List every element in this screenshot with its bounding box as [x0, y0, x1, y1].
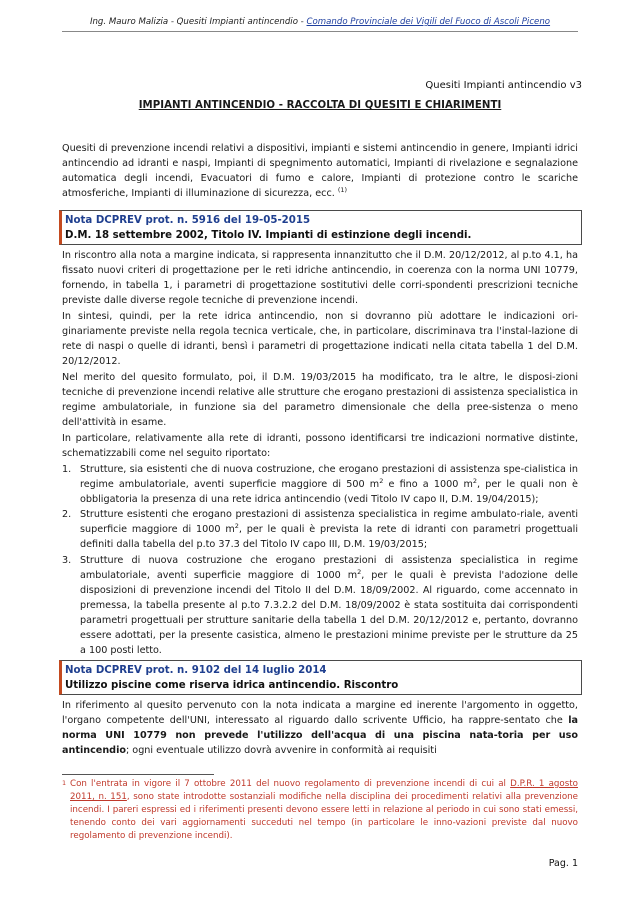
note-2-reference: Nota DCPREV prot. n. 9102 del 14 luglio 2014 — [65, 665, 327, 676]
note-box-1 — [59, 210, 582, 245]
list-item-text: Strutture di nuova costruzione che erogano prestazioni di assistenza specialistica in regime ambulatoriale, aventi superficie maggiore di 1000 m — [80, 554, 578, 581]
list-item-text: Strutture esistenti che erogano prestazioni di assistenza specialistica in regime ambulato-riale, aventi superficie maggiore di 1000 m — [80, 509, 578, 536]
superscript: 2 — [472, 476, 478, 485]
footnote-text: Con l'entrata in vigore il 7 ottobre 2011 del nuovo regolamento di prevenzione incendi di cui al — [70, 779, 511, 789]
header-link[interactable]: Comando Provinciale dei Vigili del Fuoco di Ascoli Piceno — [306, 17, 551, 27]
superscript: 2 — [357, 567, 362, 576]
footnote-divider — [62, 774, 214, 775]
note-2-subject: Utilizzo piscine come riserva idrica antincendio. Riscontro — [65, 680, 399, 691]
note-1-paragraph-3: Nel merito del quesito formulato, poi, il D.M. 19/03/2015 ha modificato, tra le altre, le disposi-zioni tecniche di prevenzione incendi relative alle strutture che erogano prestazioni di assistenza specialistica in regime ambulatoriale, in funzione sia del parametro dimensionale che della pree-sistenza o meno dell'attività in esame. — [62, 372, 578, 429]
intro-text: Quesiti di prevenzione incendi relativi a dispositivi, impianti e sistemi antincendio in genere, Impianti idrici antincendio ad idranti e naspi, Impianti di spegnimento automatici, Impianti di rivelazione e segnalazione automatica degli incendi, Evacuatori di fumo e calore, Impianti di protezione contro le scariche atmosferiche, Impianti di illuminazione di sicurezza, ecc. — [62, 143, 578, 200]
footnote-ref[interactable]: (1) — [337, 186, 348, 195]
list-item-text: Strutture, sia esistenti che di nuova costruzione, che erogano prestazioni di assistenza spe-cialistica in regime ambulatoriale, aventi superficie maggiore di 500 m — [80, 464, 578, 491]
paragraph-text: ; ogni eventuale utilizzo dovrà avvenire in conformità ai requisiti — [126, 745, 437, 757]
note-box-2 — [59, 660, 582, 695]
page-number: Pag. 1 — [548, 858, 578, 869]
intro-paragraph — [62, 141, 578, 201]
paragraph-bold-text: la norma UNI 10779 non prevede l'utilizzo dell'acqua di una piscina nata-toria per uso antincendio — [62, 715, 578, 757]
document-subtitle: Quesiti Impianti antincendio v3 — [425, 80, 582, 91]
note-2-paragraph — [62, 698, 578, 758]
paragraph-text: In riferimento al quesito pervenuto con la nota indicata a margine ed inerente l'argomento in oggetto, l'organo competente dell'UNI, interessato al riguardo dallo scrivente Ufficio, ha rappre-sentato che — [62, 700, 578, 727]
list-item — [62, 507, 578, 552]
header-text: Ing. Mauro Malizia - Quesiti Impianti antincendio - — [89, 17, 307, 27]
list-item-number: 2. — [62, 509, 72, 521]
page-header — [62, 17, 578, 32]
note-1-list — [62, 462, 578, 658]
list-item — [62, 462, 578, 507]
list-item-text: , per le quali è prevista l'adozione delle disposizioni di prevenzione incendi del Titolo II del D.M. 18/09/2002. Al riguardo, come accennato in premessa, la tabella presente al p.to 7.3.2.2 del D.M. 18/09/2002 è stata sostituita dai corrispondenti parametri progettuali per strutture sanitarie della tabella 1 del D.M. 20/12/2012 e, pertanto, dovranno essere adottati, per la presente casistica, almeno le prestazioni minime previste per le strutture da 25 a 100 posti letto. — [80, 569, 578, 657]
note-1-paragraph-2: In sintesi, quindi, per la rete idrica antincendio, non si dovranno più adottare le indicazioni ori-ginariamente previste nella regola tecnica verticale, che, in particolare, discriminava tra l'instal-lazione di rete di naspi o quelle di idranti, bensì i parametri di progettazione indicati nella citata tabella 1 del D.M. 20/12/2012. — [62, 311, 578, 368]
footnote — [62, 778, 578, 843]
note-1-paragraph-4: In particolare, relativamente alla rete di idranti, possono identificarsi tre indicazioni normative distinte, schematizzabili come nel seguito riportato: — [62, 433, 578, 460]
list-item-number: 3. — [62, 554, 72, 566]
list-item-text: , per le quali è prevista la rete di idranti con parametri progettuali definiti dalla tabella del p.to 37.3 del Titolo IV capo III, D.M. 19/03/2015; — [80, 524, 578, 551]
note-1-subject: D.M. 18 settembre 2002, Titolo IV. Impianti di estinzione degli incendi. — [65, 230, 472, 241]
superscript: 2 — [234, 522, 239, 531]
note-1-reference: Nota DCPREV prot. n. 5916 del 19-05-2015 — [65, 215, 311, 226]
footnote-text: , sono state introdotte sostanziali modifiche nella disciplina dei procedimenti relativi alla prevenzione incendi. I pareri espressi ed i riferimenti presenti devono essere letti in relazione al periodo in cui sono stati emessi, tenendo conto dei vari aggiornamenti succeduti nel tempo (in particolare le inno-vazioni previste dal nuovo regolamento di prevenzione incendi). — [70, 792, 579, 842]
footnote-number: 1 — [62, 779, 67, 787]
list-item-number: 1. — [62, 464, 72, 475]
superscript: 2 — [379, 476, 384, 485]
note-1-paragraph-1: In riscontro alla nota a margine indicata, si rappresenta innanzitutto che il D.M. 20/12/2012, al p.to 4.1, ha fissato nuovi criteri di progettazione per le reti idriche antincendio, in coerenza con la norma UNI 10779, fornendo, in tabella 1, i parametri di progettazione sostitutivi delle corri-spondenti prescrizioni tecniche previste dalle diverse regole tecniche di prevenzione incendi. — [62, 250, 578, 307]
list-item — [62, 553, 578, 659]
footnote-link[interactable]: D.P.R. 1 agosto 2011, n. 151 — [70, 779, 578, 803]
list-item-text: e fino a 1000 m — [383, 479, 473, 491]
list-item-text: , per le quali non è obbligatoria la presenza di una rete idrica antincendio (vedi Titolo IV capo II, D.M. 19/04/2015); — [80, 479, 578, 506]
document-title: IMPIANTI ANTINCENDIO - RACCOLTA DI QUESITI E CHIARIMENTI — [138, 100, 502, 111]
